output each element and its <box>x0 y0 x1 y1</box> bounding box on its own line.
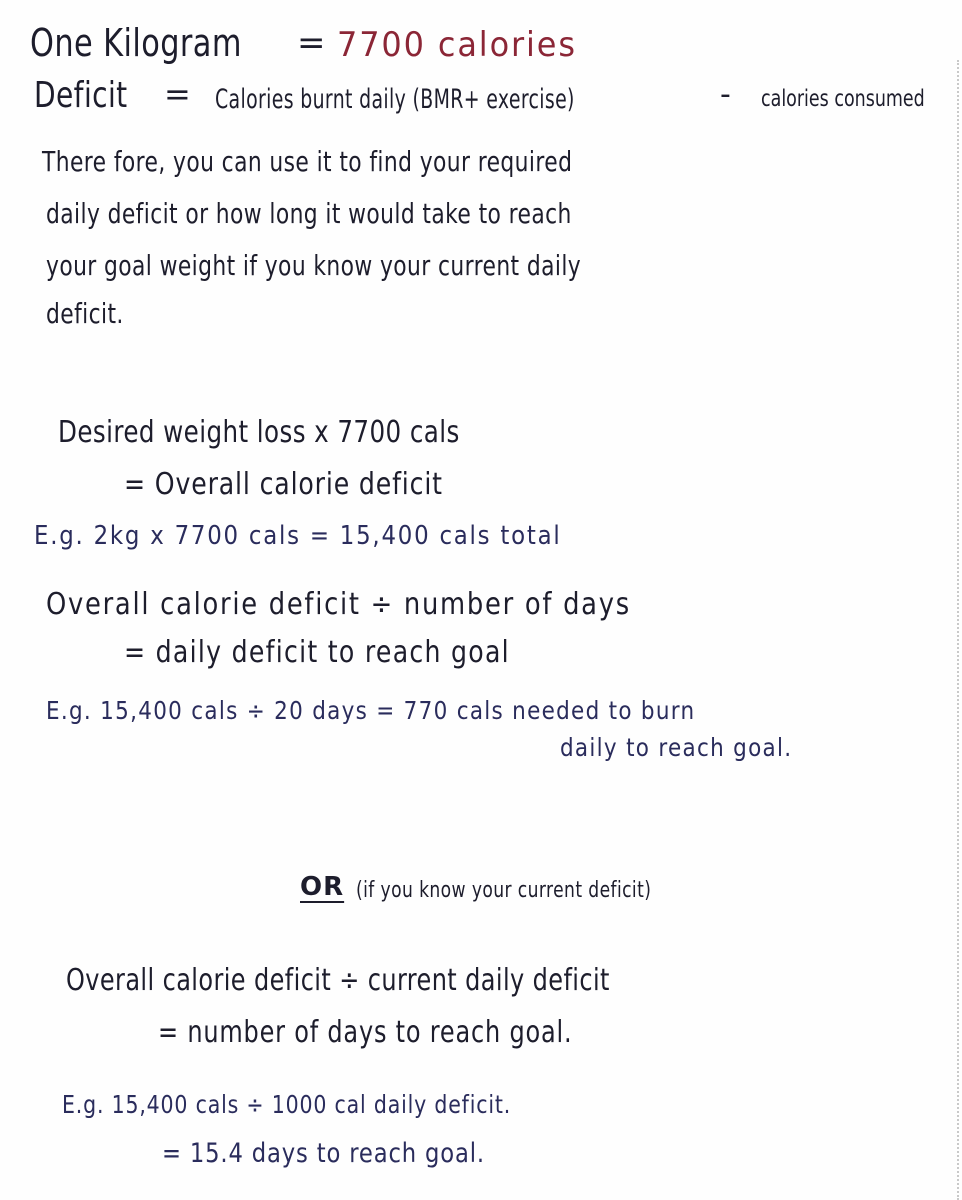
formula-3-line-2: = number of days to reach goal. <box>158 1015 573 1050</box>
formula-2-example-line-1: E.g. 15,400 cals ÷ 20 days = 770 cals needed to burn <box>46 696 696 725</box>
kilogram-calories-value: 7700 calories <box>337 25 577 65</box>
or-note: (if you know your current deficit) <box>356 878 652 903</box>
intro-line-4: deficit. <box>46 297 124 330</box>
deficit-calories-burnt: Calories burnt daily (BMR+ exercise) <box>215 84 575 115</box>
intro-line-3: your goal weight if you know your current daily <box>46 249 582 282</box>
deficit-calories-consumed: calories consumed <box>761 86 925 112</box>
formula-1-line-1: Desired weight loss x 7700 cals <box>58 415 460 450</box>
formula-2-line-1: Overall calorie deficit ÷ number of days <box>46 587 631 622</box>
intro-line-1: There fore, you can use it to find your required <box>42 145 573 178</box>
deficit-equals: = <box>164 75 193 113</box>
deficit-minus: - <box>720 77 733 112</box>
formula-1-line-2: = Overall calorie deficit <box>124 467 443 502</box>
kilogram-equals: = <box>297 23 327 63</box>
formula-2-example-line-2: daily to reach goal. <box>560 733 793 762</box>
or-heading: OR <box>300 872 345 902</box>
formula-3-example-line-1: E.g. 15,400 cals ÷ 1000 cal daily deficit. <box>62 1090 512 1119</box>
formula-3-line-1: Overall calorie deficit ÷ current daily deficit <box>66 963 610 998</box>
page-edge-perforation <box>957 60 959 1200</box>
kilogram-label: One Kilogram <box>30 21 242 65</box>
formula-3-example-line-2: = 15.4 days to reach goal. <box>162 1138 485 1169</box>
deficit-label: Deficit <box>34 75 128 116</box>
formula-1-example: E.g. 2kg x 7700 cals = 15,400 cals total <box>34 521 562 551</box>
formula-2-line-2: = daily deficit to reach goal <box>124 635 510 670</box>
intro-line-2: daily deficit or how long it would take to reach <box>46 197 572 230</box>
